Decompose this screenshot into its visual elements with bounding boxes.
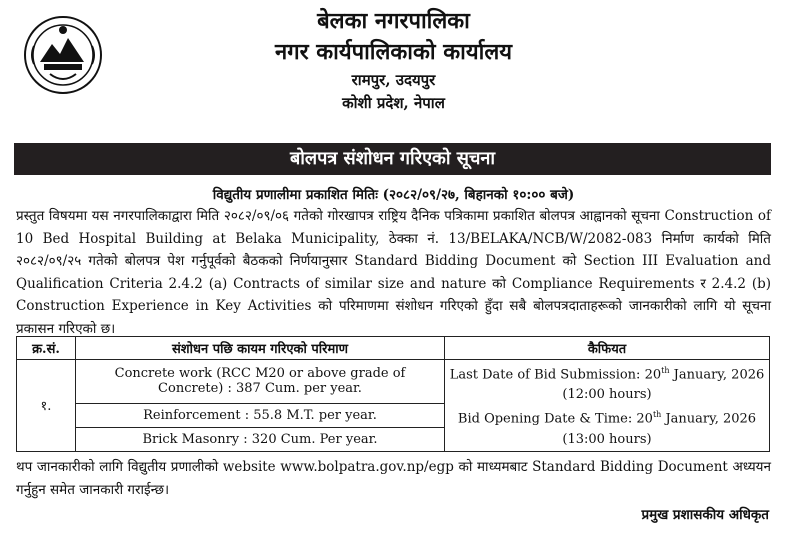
notice-title-banner: बोलपत्र संशोधन गरिएको सूचना bbox=[14, 143, 771, 175]
column-header-remarks: कैफियत bbox=[445, 337, 770, 360]
signatory-title: प्रमुख प्रशासकीय अधिकृत bbox=[641, 507, 769, 523]
column-header-sn: क्र.सं. bbox=[17, 337, 76, 360]
submission-time: (12:00 hours) bbox=[562, 387, 652, 403]
opening-date: Bid Opening Date & Time: 20th January, 2026 bbox=[457, 410, 757, 427]
reinforcement-cell: Reinforcement : 55.8 M.T. per year. bbox=[76, 403, 445, 427]
submission-deadline: Last Date of Bid Submission: 20th January, 2026 bbox=[449, 366, 765, 383]
letterhead bbox=[0, 0, 787, 138]
serial-number-cell: १. bbox=[17, 360, 76, 452]
brick-masonry-cell: Brick Masonry : 320 Cum. Per year. bbox=[76, 427, 445, 451]
amendment-table bbox=[16, 336, 770, 452]
address-line: रामपुर, उदयपुर bbox=[351, 71, 436, 89]
table-row bbox=[17, 360, 770, 404]
province-line: कोशी प्रदेश, नेपाल bbox=[342, 94, 445, 112]
office-name: नगर कार्यपालिकाको कार्यालय bbox=[275, 39, 512, 65]
concrete-work-cell: Concrete work (RCC M20 or above grade of Concrete) : 387 Cum. per year. bbox=[76, 360, 445, 404]
remarks-cell bbox=[445, 360, 770, 452]
municipality-name: बेलका नगरपालिका bbox=[317, 8, 470, 34]
column-header-quantity: संशोधन पछि कायम गरिएको परिमाण bbox=[76, 337, 445, 360]
opening-time: (13:00 hours) bbox=[562, 431, 652, 447]
notice-body: प्रस्तुत विषयमा यस नगरपालिकाद्वारा मिति २०८२/०९/०६ गतेको गोरखापत्र राष्ट्रिय दैनिक पत्रिकामा प्रकाशित बोलपत्र आह्वानको सूचना Construction of 10 Bed Hospital Building at Belaka Municipality, ठेक्का नं. 13/BELAKA/NCB/W/2082-083 निर्माण कार्यको मिति २०८२/०९/२५ गतेको बोलपत्र पेश गर्नुपूर्वको बैठकको निर्णयानुसार Standard Bidding Document को Section III Evaluation and Qualification Criteria 2.4.2 (a) Contracts of similar size and nature को Compliance Requirements र 2.4.2 (b) Construction Experience in Key Activities को परिमाणमा संशोधन गरिएको हुँदा सबै बोलपत्रदाताहरूको जानकारीको लागि यो सूचना प्रकासन गरिएको छ। bbox=[16, 208, 771, 337]
additional-info: थप जानकारीको लागि विद्युतीय प्रणालीको website www.bolpatra.gov.np/egp को माध्यमबाट Standard Bidding Document अध्ययन गर्नुहुन समेत जानकारी गराईन्छ। bbox=[16, 459, 771, 498]
publication-date: विद्युतीय प्रणालीमा प्रकाशित मितिः (२०८२/०९/२७, बिहानको १०:०० बजे) bbox=[212, 187, 575, 203]
table-header-row bbox=[17, 337, 770, 360]
